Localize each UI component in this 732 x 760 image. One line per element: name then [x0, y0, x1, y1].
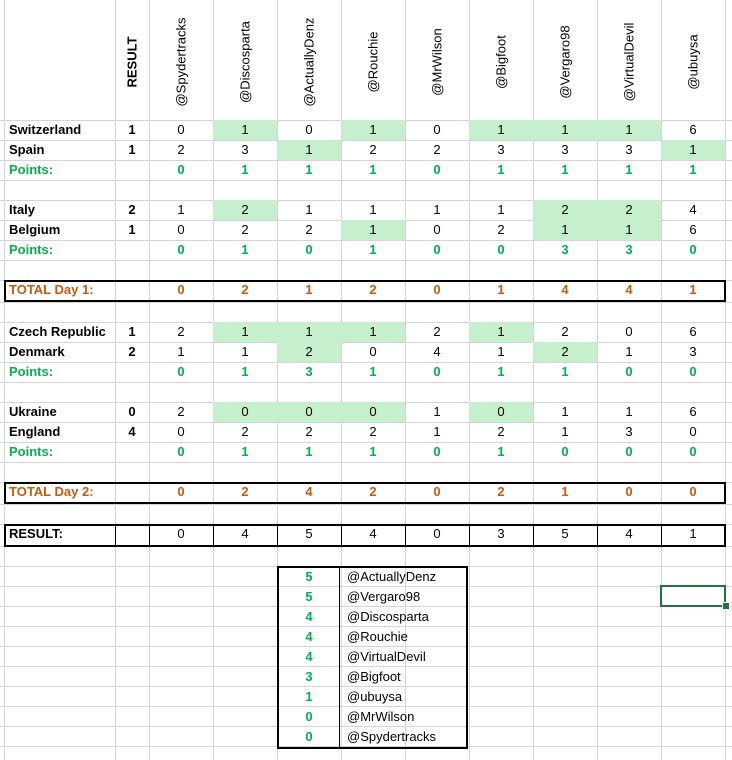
points-cell[interactable]: 0: [689, 242, 697, 257]
thick-border: [4, 280, 725, 282]
column-header-label: @ActuallyDenz: [301, 17, 317, 107]
thick-border: [4, 545, 725, 547]
prediction-cell[interactable]: 1: [341, 322, 405, 342]
team-name[interactable]: Czech Republic: [9, 324, 106, 339]
prediction-cell[interactable]: 1: [597, 120, 661, 140]
points-cell[interactable]: 1: [497, 364, 505, 379]
points-cell[interactable]: 1: [369, 242, 377, 257]
points-cell[interactable]: 1: [241, 242, 249, 257]
prediction-cell[interactable]: 2: [561, 324, 569, 339]
total-cell[interactable]: 0: [433, 282, 441, 297]
prediction-cell[interactable]: 2: [533, 342, 597, 362]
points-cell[interactable]: 0: [177, 162, 185, 177]
column-header[interactable]: [469, 0, 533, 120]
result-label[interactable]: RESULT:: [9, 526, 63, 541]
prediction-cell[interactable]: 1: [341, 120, 405, 140]
prediction-cell[interactable]: 4: [689, 202, 697, 217]
points-cell[interactable]: 3: [625, 242, 633, 257]
column-header[interactable]: [213, 0, 277, 120]
prediction-cell[interactable]: 1: [625, 404, 633, 419]
column-header[interactable]: [405, 0, 469, 120]
ranking-name[interactable]: @ActuallyDenz: [347, 569, 437, 584]
thick-border: [4, 482, 6, 504]
thick-border: [277, 747, 467, 749]
prediction-cell[interactable]: 1: [469, 322, 533, 342]
prediction-cell[interactable]: 0: [177, 222, 185, 237]
thick-border: [466, 566, 468, 749]
column-header-label: @MrWilson: [429, 28, 445, 96]
ranking-name[interactable]: @ubuysa: [347, 689, 403, 704]
ranking-score[interactable]: 3: [305, 669, 313, 684]
result-cell[interactable]: 0: [177, 526, 185, 541]
points-cell[interactable]: 1: [305, 162, 313, 177]
points-label[interactable]: Points:: [9, 162, 54, 177]
prediction-cell[interactable]: 3: [625, 424, 633, 439]
prediction-cell[interactable]: 0: [369, 344, 377, 359]
column-header[interactable]: [533, 0, 597, 120]
prediction-cell[interactable]: 1: [369, 202, 377, 217]
prediction-cell[interactable]: 1: [597, 220, 661, 240]
actual-result[interactable]: 1: [128, 222, 136, 237]
result-cell[interactable]: 0: [433, 526, 441, 541]
prediction-cell[interactable]: 4: [433, 344, 441, 359]
thick-border: [4, 524, 725, 526]
prediction-cell[interactable]: 2: [497, 424, 505, 439]
ranking-name[interactable]: @Rouchie: [347, 629, 408, 644]
thick-border: [277, 566, 467, 568]
result-separator: [149, 524, 150, 546]
column-header-label: @Rouchie: [365, 31, 381, 93]
thick-border: [724, 524, 726, 547]
prediction-cell[interactable]: 2: [177, 142, 185, 157]
team-name[interactable]: Denmark: [9, 344, 65, 359]
result-cell[interactable]: 5: [561, 526, 569, 541]
total-cell[interactable]: 0: [177, 484, 185, 499]
prediction-cell[interactable]: 1: [213, 120, 277, 140]
ranking-name[interactable]: @Bigfoot: [347, 669, 401, 684]
total-cell[interactable]: 2: [497, 484, 505, 499]
prediction-cell[interactable]: 2: [305, 222, 313, 237]
total-cell[interactable]: 1: [497, 282, 505, 297]
points-cell[interactable]: 0: [433, 364, 441, 379]
actual-result[interactable]: 1: [128, 122, 136, 137]
prediction-cell[interactable]: 1: [433, 202, 441, 217]
ranking-score[interactable]: 4: [305, 649, 313, 664]
gridline-h: [0, 180, 732, 181]
total-cell[interactable]: 0: [433, 484, 441, 499]
points-label[interactable]: Points:: [9, 364, 54, 379]
total-cell[interactable]: 4: [305, 484, 313, 499]
prediction-cell[interactable]: 1: [561, 404, 569, 419]
prediction-cell[interactable]: 1: [341, 220, 405, 240]
column-header-label: @ubuysa: [685, 34, 701, 90]
points-cell[interactable]: 0: [433, 444, 441, 459]
points-label[interactable]: Points:: [9, 242, 54, 257]
ranking-separator: [339, 566, 340, 748]
actual-result[interactable]: 1: [128, 142, 136, 157]
prediction-cell[interactable]: 1: [497, 344, 505, 359]
points-cell[interactable]: 0: [689, 364, 697, 379]
ranking-name[interactable]: @Vergaro98: [347, 589, 421, 604]
result-separator: [661, 524, 662, 546]
thick-border: [4, 280, 6, 302]
ranking-score[interactable]: 0: [305, 709, 313, 724]
prediction-cell[interactable]: 3: [497, 142, 505, 157]
result-separator: [597, 524, 598, 546]
points-cell[interactable]: 0: [177, 364, 185, 379]
points-cell[interactable]: 1: [369, 444, 377, 459]
thick-border: [4, 502, 725, 504]
prediction-cell[interactable]: 2: [177, 324, 185, 339]
actual-result[interactable]: 2: [128, 344, 136, 359]
prediction-cell[interactable]: 1: [177, 202, 185, 217]
prediction-cell[interactable]: 1: [305, 202, 313, 217]
prediction-cell[interactable]: 0: [305, 122, 313, 137]
ranking-name[interactable]: @Discosparta: [347, 609, 429, 624]
prediction-cell[interactable]: 1: [213, 322, 277, 342]
prediction-cell[interactable]: 0: [277, 402, 341, 422]
thick-border: [724, 280, 726, 302]
points-label[interactable]: Points:: [9, 444, 54, 459]
points-cell[interactable]: 0: [177, 242, 185, 257]
prediction-cell[interactable]: 1: [433, 404, 441, 419]
prediction-cell[interactable]: 0: [213, 402, 277, 422]
prediction-cell[interactable]: 0: [469, 402, 533, 422]
points-cell[interactable]: 1: [369, 162, 377, 177]
thick-border: [4, 524, 6, 547]
team-name[interactable]: Belgium: [9, 222, 61, 237]
actual-result[interactable]: 1: [128, 324, 136, 339]
prediction-cell[interactable]: 0: [433, 122, 441, 137]
prediction-cell[interactable]: 2: [277, 342, 341, 362]
prediction-cell[interactable]: 0: [689, 424, 697, 439]
points-cell[interactable]: 1: [561, 162, 569, 177]
points-cell[interactable]: 0: [625, 444, 633, 459]
selected-cell[interactable]: [660, 585, 726, 607]
prediction-cell[interactable]: 6: [689, 222, 697, 237]
ranking-score[interactable]: 1: [305, 689, 313, 704]
total-cell[interactable]: 2: [241, 282, 249, 297]
result-separator: [533, 524, 534, 546]
points-cell[interactable]: 1: [497, 162, 505, 177]
ranking-score[interactable]: 5: [305, 569, 313, 584]
prediction-cell[interactable]: 1: [561, 424, 569, 439]
team-name[interactable]: Spain: [9, 142, 45, 157]
prediction-cell[interactable]: 1: [533, 120, 597, 140]
total-cell[interactable]: 1: [305, 282, 313, 297]
prediction-cell[interactable]: 0: [341, 402, 405, 422]
column-header[interactable]: [661, 0, 725, 120]
prediction-cell[interactable]: 0: [177, 424, 185, 439]
total-label[interactable]: TOTAL Day 2:: [9, 484, 94, 499]
column-header[interactable]: [149, 0, 213, 120]
gridline-h: [0, 504, 732, 505]
column-header-label: @Spydertracks: [173, 17, 189, 107]
prediction-cell[interactable]: 2: [533, 200, 597, 220]
prediction-cell[interactable]: 3: [625, 142, 633, 157]
points-cell[interactable]: 0: [625, 364, 633, 379]
prediction-cell[interactable]: 1: [661, 140, 725, 160]
points-cell[interactable]: 1: [241, 444, 249, 459]
gridline-h: [0, 462, 732, 463]
ranking-score[interactable]: 0: [305, 729, 313, 744]
prediction-cell[interactable]: 2: [369, 142, 377, 157]
gridline-h: [0, 382, 732, 383]
prediction-cell[interactable]: 1: [177, 344, 185, 359]
team-name[interactable]: Ukraine: [9, 404, 57, 419]
column-header-label: RESULT: [124, 36, 140, 88]
thick-border: [724, 482, 726, 504]
ranking-name[interactable]: @Spydertracks: [347, 729, 437, 744]
prediction-cell[interactable]: 3: [561, 142, 569, 157]
column-header-label: @VirtualDevil: [621, 22, 637, 102]
points-cell[interactable]: 1: [625, 162, 633, 177]
fill-handle[interactable]: [722, 602, 730, 610]
points-cell[interactable]: 0: [497, 242, 505, 257]
column-header[interactable]: [341, 0, 405, 120]
result-cell[interactable]: 1: [689, 526, 697, 541]
points-cell[interactable]: 1: [241, 162, 249, 177]
result-separator: [213, 524, 214, 546]
prediction-cell[interactable]: 2: [241, 424, 249, 439]
gridline-h: [0, 302, 732, 303]
result-separator: [469, 524, 470, 546]
points-cell[interactable]: 0: [433, 242, 441, 257]
points-cell[interactable]: 1: [305, 444, 313, 459]
total-cell[interactable]: 2: [369, 282, 377, 297]
total-cell[interactable]: 0: [689, 484, 697, 499]
prediction-cell[interactable]: 6: [689, 122, 697, 137]
result-cell[interactable]: 3: [497, 526, 505, 541]
thick-border: [4, 482, 725, 484]
thick-border: [277, 566, 279, 749]
result-cell[interactable]: 5: [305, 526, 313, 541]
prediction-cell[interactable]: 1: [625, 344, 633, 359]
total-cell[interactable]: 2: [241, 484, 249, 499]
prediction-cell[interactable]: 1: [277, 322, 341, 342]
prediction-cell[interactable]: 2: [433, 324, 441, 339]
column-header[interactable]: [597, 0, 661, 120]
prediction-cell[interactable]: 2: [497, 222, 505, 237]
total-label[interactable]: TOTAL Day 1:: [9, 282, 94, 297]
actual-result[interactable]: 0: [128, 404, 136, 419]
prediction-cell[interactable]: 1: [433, 424, 441, 439]
prediction-cell[interactable]: 3: [241, 142, 249, 157]
result-cell[interactable]: 4: [241, 526, 249, 541]
total-cell[interactable]: 1: [689, 282, 697, 297]
result-separator: [115, 524, 116, 546]
column-header-label: @Bigfoot: [493, 35, 509, 89]
column-header-label: @Discosparta: [237, 21, 253, 103]
points-cell[interactable]: 1: [241, 364, 249, 379]
result-cell[interactable]: 4: [625, 526, 633, 541]
ranking-name[interactable]: @MrWilson: [347, 709, 415, 724]
points-cell[interactable]: 1: [497, 444, 505, 459]
ranking-name[interactable]: @VirtualDevil: [347, 649, 426, 664]
column-header[interactable]: [277, 0, 341, 120]
prediction-cell[interactable]: 1: [469, 120, 533, 140]
actual-result[interactable]: 2: [128, 202, 136, 217]
prediction-cell[interactable]: 0: [433, 222, 441, 237]
prediction-cell[interactable]: 6: [689, 404, 697, 419]
result-cell[interactable]: 4: [369, 526, 377, 541]
result-separator: [405, 524, 406, 546]
points-cell[interactable]: 1: [689, 162, 697, 177]
column-header[interactable]: [115, 0, 149, 120]
prediction-cell[interactable]: 2: [213, 200, 277, 220]
points-cell[interactable]: 0: [305, 242, 313, 257]
prediction-cell[interactable]: 6: [689, 324, 697, 339]
points-cell[interactable]: 0: [177, 444, 185, 459]
ranking-score[interactable]: 5: [305, 589, 313, 604]
prediction-cell[interactable]: 2: [177, 404, 185, 419]
gridline-h: [0, 260, 732, 261]
total-cell[interactable]: 0: [625, 484, 633, 499]
prediction-cell[interactable]: 0: [625, 324, 633, 339]
prediction-cell[interactable]: 1: [277, 140, 341, 160]
total-cell[interactable]: 4: [625, 282, 633, 297]
total-cell[interactable]: 2: [369, 484, 377, 499]
team-name[interactable]: Italy: [9, 202, 36, 217]
total-cell[interactable]: 1: [561, 484, 569, 499]
prediction-cell[interactable]: 1: [241, 344, 249, 359]
thick-border: [4, 300, 725, 302]
prediction-cell[interactable]: 2: [597, 200, 661, 220]
points-cell[interactable]: 0: [689, 444, 697, 459]
actual-result[interactable]: 4: [128, 424, 136, 439]
points-cell[interactable]: 3: [305, 364, 313, 379]
total-cell[interactable]: 0: [177, 282, 185, 297]
ranking-score[interactable]: 4: [305, 629, 313, 644]
points-cell[interactable]: 0: [561, 444, 569, 459]
prediction-cell[interactable]: 2: [433, 142, 441, 157]
prediction-cell[interactable]: 1: [497, 202, 505, 217]
team-name[interactable]: Switzerland: [9, 122, 82, 137]
prediction-cell[interactable]: 3: [689, 344, 697, 359]
prediction-cell[interactable]: 2: [369, 424, 377, 439]
total-cell[interactable]: 4: [561, 282, 569, 297]
points-cell[interactable]: 0: [433, 162, 441, 177]
column-header-label: @Vergaro98: [557, 25, 573, 99]
points-cell[interactable]: 3: [561, 242, 569, 257]
prediction-cell[interactable]: 0: [177, 122, 185, 137]
prediction-cell[interactable]: 2: [241, 222, 249, 237]
points-cell[interactable]: 1: [561, 364, 569, 379]
result-separator: [341, 524, 342, 546]
ranking-score[interactable]: 4: [305, 609, 313, 624]
points-cell[interactable]: 1: [369, 364, 377, 379]
prediction-cell[interactable]: 1: [533, 220, 597, 240]
result-separator: [277, 524, 278, 546]
team-name[interactable]: England: [9, 424, 61, 439]
prediction-cell[interactable]: 2: [305, 424, 313, 439]
